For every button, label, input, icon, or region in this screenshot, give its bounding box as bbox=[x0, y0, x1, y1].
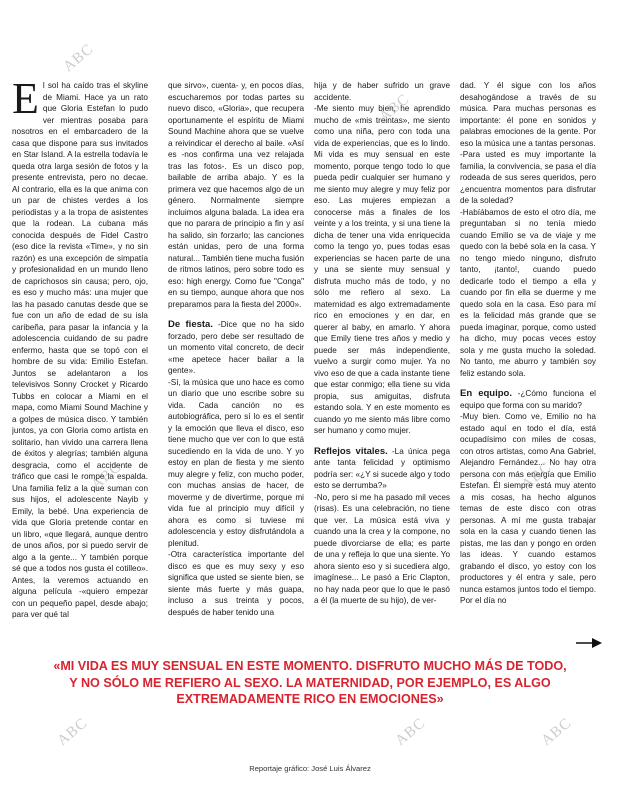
article-column-3 bbox=[314, 80, 450, 645]
watermark: ABC bbox=[392, 715, 429, 750]
photo-credit: Reportaje gráfico: José Luis Álvarez bbox=[249, 764, 371, 773]
article-column-4 bbox=[460, 80, 596, 645]
article-column-2 bbox=[168, 80, 304, 645]
column-paragraph: -Habíábamos de esto el otro día, me preguntaban si no tenía miedo cuando Emilio se va de viaje y me quedo con la bebé sola en la casa. Y no tengo miedo ninguno, disfruto tanto, ¡tanto!, cuando puedo dedicarle todo el tiempo a ella y cuando por fin ella se duerme y me quedo sola en la casa. Eso para mí es la felicidad más grande que se pueda imaginar, porque, como usted ha dicho, muy pocas veces estoy sola y me gusta mucho la soledad. No tanto, me aburro y también soy feliz estando sola. bbox=[460, 207, 596, 378]
section-lead-text: -¿Cómo funciona el equipo que forma con su marido? bbox=[460, 389, 596, 410]
watermark: ABC bbox=[518, 459, 555, 494]
watermark: ABC bbox=[54, 715, 91, 750]
drop-cap: E bbox=[12, 80, 39, 123]
watermark: ABC bbox=[538, 715, 575, 750]
section-lead-text: -Dice que no ha sido forzado, pero debe ser resultado de un momento vital concreto, de decir «me apetece hacer bailar a la gente». bbox=[168, 320, 304, 375]
section-heading-de-fiesta: De fiesta. bbox=[168, 319, 213, 330]
article-column-1 bbox=[12, 80, 148, 645]
section-paragraph bbox=[168, 319, 304, 377]
continue-arrow-icon bbox=[576, 638, 602, 648]
column-paragraph: dad. Y él sigue con los años desahogándose a través de su música. Para muchas personas es importante: él pone en sonidos y palabras emociones de la gente. Por eso la música une a tantas personas. bbox=[460, 81, 596, 148]
section-paragraph bbox=[460, 388, 596, 411]
section-lead-text: -La única pega ante tanta felicidad y optimismo podría ser: «¿Y si sucede algo y todo esto se derrumba?» bbox=[314, 446, 450, 490]
column-paragraph: -Para usted es muy importante la familia, la convivencia, se pasa el día rodeada de sus seres queridos, pero ¿encuentra momentos para disfrutar de la soledad? bbox=[460, 150, 596, 205]
watermark: ABC bbox=[88, 459, 125, 494]
pull-quote: «MI VIDA ES MUY SENSUAL EN ESTE MOMENTO. DISFRUTO MUCHO MÁS DE TODO, Y NO SÓLO ME REFIERO AL SEXO. LA MATERNIDAD, POR EJEMPLO, ES ALGO EXTREMADAMENTE RICO EN EMOCIONES» bbox=[53, 659, 567, 706]
watermark: ABC bbox=[60, 41, 97, 76]
column-paragraph: -Me siento muy bien, he aprendido mucho de «mis treintas», me siento como una niña, pero con toda una vida de experiencias, que es lo lindo. Mi vida es muy sensual en este momento, porque tengo todo lo que pueda pedir cualquier ser humano y me siento muy alegre y muy feliz por eso. Las mujeres empiezan a conocerse más a finales de los veinte y a los treinta, y si una tiene la dicha de tener una vida enriquecida como la tengo yo, pues todas esas experiencias se hacen parte de una y una se siente muy sensual y disfruta mucho más de todo, y no sólo me refiero al sexo. La maternidad es algo extremadamente rico en emociones y en dar, en querer al baby, en amarlo. Y ahora que Emily tiene tres años y medio y puede ser más independiente, vuelvo a surgir como mujer. Ya no vivo eso de que a cada instante tiene que estar conmigo; ella tiene su vida propia, sus amiguitas, disfruta estando sola. Y en este momento es cuando yo me siento más libre como ser humano y como mujer. bbox=[314, 104, 450, 435]
watermark: ABC bbox=[376, 91, 413, 126]
column-paragraph: que sirvo», cuenta- y, en pocos días, escucharemos por todas partes su nuevo disco, «Gloria», que recupera oportunamente el espíritu de Miami Sound Machine ahora que se vuelve a reivindicar el derecho al baile. «Así es -nos confirma una vez relajada tras las fotos-. Es un disco pop, bailable de arriba abajo. Y es la primera vez que hacemos algo de un género. Normalmente siempre incluimos alguna balada. La idea era que no parara de principio a fin y así ha salido, sin forzarlo; las canciones están unidas, pero de una forma natural... También tiene mucha fusión de ritmos latinos, pero sobre todo es eso: high energy. Como fue "Conga" en su tiempo, aunque ahora que nos preparamos para la fiesta del 2000». bbox=[168, 81, 304, 309]
section-heading-reflejos-vitales: Reflejos vitales. bbox=[314, 445, 388, 457]
section-heading-en-equipo: En equipo. bbox=[460, 388, 512, 399]
column-paragraph: hija y de haber sufrido un grave accidente. bbox=[314, 81, 450, 102]
section-paragraph bbox=[314, 446, 450, 492]
column-paragraph: -Muy bien. Como ve, Emilio no ha estado aquí en todo el día, está ocupadísimo con miles de cosas, con otros artistas, como Ana Gabriel, Alejandro Fernández... No hay otra persona con más energía que Emilio Estefan. Él siempre está muy atento a mis cosas, ha hecho algunos temas de este disco con otras personas. A mí me gusta trabajar sola en la casa y cuando tienen las pistas, me las dan y pongo en orden las ideas. Y cuando estamos grabando el disco, yo estoy con los productores y él entra y sale, pero nunca estamos juntos todo el tiempo. Por el día no bbox=[460, 412, 596, 605]
column-paragraph: -Sí, la música que uno hace es como un diario que uno escribe sobre su vida. Cada canción no es autobiográfica, pero sí lo es el sentir y la emoción que lleva el disco, eso tiene mucho que ver con lo que está sucediendo en la vida de uno. Y yo estoy en plan de fiesta y me siento muy alegre y feliz, con mucho poder, con muchas ansias de hacer, de moverme y de divertirme, porque mi vida fue al principio muy difícil y ahora es como si tuviese mi adolescencia y estoy disfrutándola a plenitud. bbox=[168, 377, 304, 548]
column-paragraph: l sol ha caído tras el skyline de Miami. Hace ya un rato que Gloria Estefan lo pudo ver mientras posaba para nosotros en el embarcadero de la casa que dispone para sus invitados en Star Island. A la estrella todavía le queda otra larga sesión de fotos y la presente entrevista, pero no decae. Al contrario, ella es la que anima con un par de chistes verdes a los periodistas y a la tropa de asistentes que la rodean. La cubana más conocida después de Fidel Castro (eso dice la revista «Time», y no sin razón) es una excepción de simpatía y profesionalidad en un mundo lleno de caprichosos sin causa; pero, ojo, es eso y mucho más: una mujer que las ha pasado canutas desde que se fue con un año de edad de su isla caribeña, para pasar la infancia y la adolescencia cuidando de su padre enfermo, hasta que se topó con el hombre de su vida: Emilio Estefan. Juntos se adelantaron a los televisivos Sonny Crocket y Ricardo Tubbs en colocar a Miami en el mapa, como Miami Sound Machine y a golpes de música disco. Y también juntos, ya con Gloria como artista en solitario, han vivido una carrera llena de éxitos y alegrías; también alguna desgracia, como el accidente de tráfico que casi le rompe la espalda. Una familia feliz a la que suman con sus hijos, el adolescente Nayib y Emily, la bebé. Una experiencia de vida que Gloria pretende contar en un libro, «que llegará, aunque dentro de unos años, por si puedo servir de algo a la gente... Y también porque sé que a todos nos gusta el cotilleo». Antes, la veremos actuando en alguna película -«quiero empezar con un pequeño papel, desde abajo; para ver qué tal bbox=[12, 81, 148, 619]
column-paragraph: -No, pero si me ha pasado mil veces (risas). Es una celebración, no tiene que ver. La música está viva y cuando una la crea y la compone, no puede divorciarse de ella; es parte de una y refleja lo que una siente. Yo ahora siento eso y si sucediera algo, imagínese... Le pasó a Eric Clapton, no hay nada peor que lo que le pasó a él (la muerte de su hijo), de ver- bbox=[314, 492, 450, 605]
column-paragraph: -Otra característica importante del disco es que es muy sexy y eso significa que usted se siente bien, se siente más fuerte y más guapa, incluso a sus treinta y pocos, después de haber tenido una bbox=[168, 550, 304, 617]
